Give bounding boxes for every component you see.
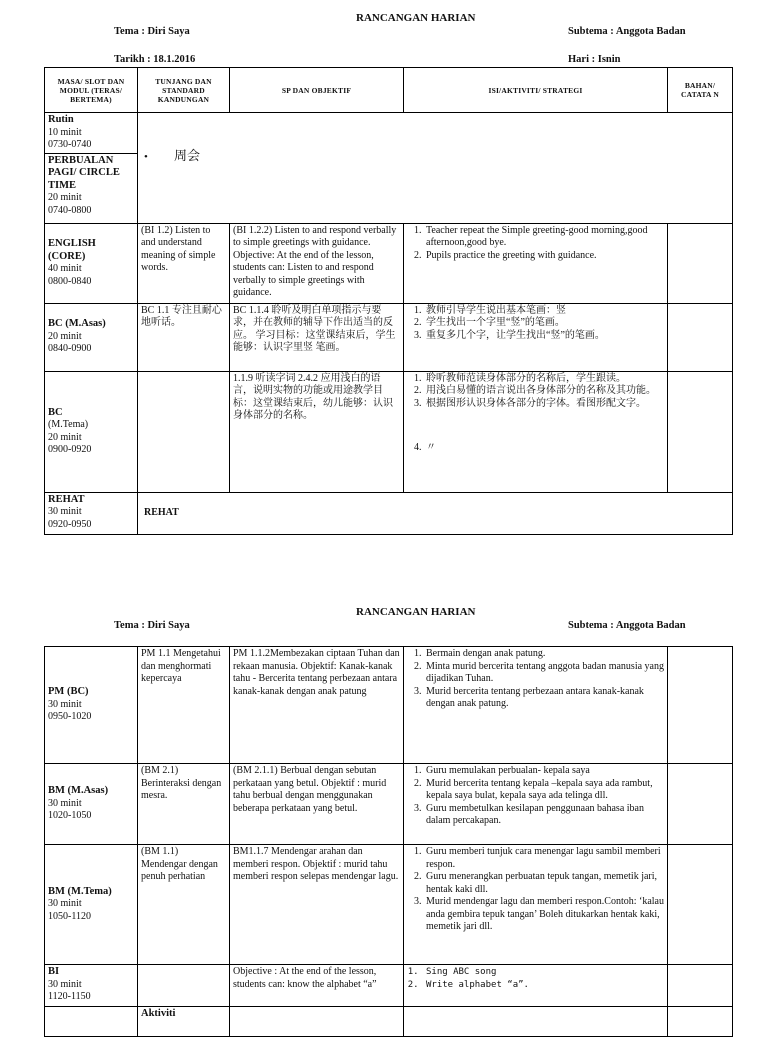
list-item: 3. Guru membetulkan kesilapan penggunaan bahasa iban dalam percakapan. [424, 803, 664, 828]
assembly-text: 周会 [174, 147, 201, 163]
list-item: 4. 〃 [424, 442, 664, 455]
tunjang-pm: PM 1.1 Mengetahui dan menghormati kepercaya [138, 647, 230, 764]
list-item: 1. Guru memulakan perbualan- kepala saya [424, 765, 664, 778]
header-aktiviti: ISI/AKTIVITI/ STRATEGI [404, 68, 668, 113]
aktiviti-bm-tema [404, 845, 668, 965]
bahan-english [668, 223, 733, 303]
bahan-pm [668, 647, 733, 764]
row-rehat [45, 492, 733, 534]
row-bm-asas [45, 764, 733, 845]
tunjang-bm-asas: (BM 2.1) Berinteraksi dengan mesra. [138, 764, 230, 845]
tunjang-bc-tema [138, 371, 230, 492]
session-name: Rutin [48, 114, 74, 125]
tunjang-english: (BI 1.2) Listen to and understand meaning of simple words. [138, 223, 230, 303]
session-bm-asas: BM (M.Asas) 30 minit 1020-1050 [45, 764, 138, 845]
row-bi [45, 965, 733, 1007]
sp-english: (BI 1.2.2) Listen to and respond verbally to simple greetings with guidance. Objective: At the end of the lesson, students can: Listen to and respond verbally to simple greetings with guidance. [230, 223, 404, 303]
bahan-bc-tema [668, 371, 733, 492]
session-name: PM (BC) [48, 686, 89, 698]
row-bc-tema [45, 371, 733, 492]
session-name: REHAT [48, 493, 85, 505]
list-item: 1. Bermain dengan anak patung. [424, 648, 664, 661]
session-bc-tema: BC (M.Tema) 20 minit 0900-0920 [45, 371, 138, 492]
header-row [45, 68, 733, 113]
page2-tema: Tema : Diri Saya [114, 620, 190, 631]
page1-subtema: Subtema : Anggota Badan [568, 26, 686, 37]
list-item: 2. 用浅白易懂的语言说出各身体部分的名称及其功能。 [424, 385, 664, 398]
list-item: 1. Guru memberi tunjuk cara menengar lagu sambil memberi respon. [424, 846, 664, 871]
row-bm-tema [45, 845, 733, 965]
session-pm: PM (BC) 30 minit 0950-1020 [45, 647, 138, 764]
aktiviti-bc-tema [404, 371, 668, 492]
session-aktiviti-blank [45, 1007, 138, 1037]
page1-plan-table [44, 67, 733, 535]
aktiviti-bm-asas [404, 764, 668, 845]
session-rehat: REHAT 30 minit 0920-0950 [45, 492, 138, 534]
session-aktiviti [138, 1007, 230, 1037]
row-pm [45, 647, 733, 764]
rehat-label: REHAT [138, 492, 733, 534]
list-item: 2. 学生找出一个字里“竖”的笔画。 [424, 317, 664, 330]
session-name: BI [48, 966, 60, 977]
row-english [45, 223, 733, 303]
list-item: 2. Minta murid bercerita tentang anggota badan manusia yang dijadikan Tuhan. [424, 661, 664, 686]
aktiviti-bc-asas [404, 303, 668, 371]
session-name: PERBUALAN PAGI/ CIRCLE TIME [48, 154, 120, 191]
session-name: BM (M.Asas) [48, 785, 109, 797]
list-item: 1. 教师引导学生说出基本笔画：竖 [424, 305, 664, 318]
session-name: BC (M.Asas) [48, 318, 106, 330]
session-perbualan: PERBUALAN PAGI/ CIRCLE TIME 20 minit 0740-0800 [45, 153, 138, 223]
bahan-bi [668, 965, 733, 1007]
session-bi: BI 30 minit 1120-1150 [45, 965, 138, 1007]
session-name: Aktiviti [141, 1008, 176, 1019]
tunjang-bc-asas: BC 1.1 专注且耐心 地听话。 [138, 303, 230, 371]
header-bahan: BAHAN/ CATATA N [668, 68, 733, 113]
header-masa: MASA/ SLOT DAN MODUL (TERAS/ BERTEMA) [45, 68, 138, 113]
row-bc-asas [45, 303, 733, 371]
aktiviti-bi [404, 965, 668, 1007]
sp-bi: Objective : At the end of the lesson, students can: know the alphabet “a” [230, 965, 404, 1007]
tunjang-bi [138, 965, 230, 1007]
session-bm-tema: BM (M.Tema) 30 minit 1050-1120 [45, 845, 138, 965]
aktiviti-english [404, 223, 668, 303]
list-item: 1. 聆听教师范读身体部分的名称后，学生跟读。 [424, 373, 664, 386]
list-item: 2. Write alphabet “a”. [424, 979, 664, 992]
page1-title: RANCANGAN HARIAN [356, 12, 476, 24]
session-english: ENGLISH (CORE) 40 minit 0800-0840 [45, 223, 138, 303]
bahan-bm-asas [668, 764, 733, 845]
page1-hari: Hari : Isnin [568, 54, 621, 65]
row-aktiviti [45, 1007, 733, 1037]
sp-bm-asas: (BM 2.1.1) Berbual dengan sebutan perkataan yang betul. Objektif : murid tahu berbual dengan menggunakan beberapa perkataan yang betul. [230, 764, 404, 845]
bahan-bm-tema [668, 845, 733, 965]
sp-bc-tema: 1.1.9 听读字词 2.4.2 应用浅白的语言，说明实物的功能或用途教学目标：这堂课结束后，幼儿能够：认识身体部分的名称。 [230, 371, 404, 492]
header-tunjang: TUNJANG DAN STANDARD KANDUNGAN [138, 68, 230, 113]
list-item: 3. 根据图形认识身体各部分的字体。看图形配文字。 [424, 398, 664, 411]
list-item: 1. Teacher repeat the Simple greeting-good morning,good afternoon,good bye. [424, 225, 664, 250]
page2-plan-table [44, 646, 733, 1037]
sp-bm-tema: BM1.1.7 Mendengar arahan dan memberi respon. Objektif : murid tahu memberi respon selepas mendengar lagu. [230, 845, 404, 965]
list-item: 2. Guru menerangkan perbuatan tepuk tangan, memetik jari, hentak kaki dll. [424, 871, 664, 896]
list-item: 3. 重复多几个字，让学生找出“竖”的笔画。 [424, 330, 664, 343]
aktiviti-pm [404, 647, 668, 764]
session-name: BM (M.Tema) [48, 885, 112, 897]
list-item: 2. Pupils practice the greeting with guidance. [424, 250, 664, 263]
list-item: 3. Murid mendengar lagu dan memberi respon.Contoh: ‘kalau anda gembira tepuk tangan’ Boleh ditukarkan hentak kaki, memetik jari dll. [424, 896, 664, 934]
list-item: 3. Murid bercerita tentang perbezaan antara kanak-kanak dengan anak patung. [424, 686, 664, 711]
page2-title: RANCANGAN HARIAN [356, 606, 476, 618]
sp-bc-asas: BC 1.1.4 聆听及明白单项指示与要求，并在教师的辅导下作出适当的反应。 学习目标：这堂课结束后，学生能够：认识字里竖 笔画。 [230, 303, 404, 371]
bahan-bc-asas [668, 303, 733, 371]
session-rutin: Rutin 10 minit 0730-0740 [45, 113, 138, 154]
page2-subtema: Subtema : Anggota Badan [568, 620, 686, 631]
list-item: 2. Murid bercerita tentang kepala –kepala saya ada rambut, kepala saya bulat, kepala saya ada telinga dll. [424, 778, 664, 803]
session-name: BC [48, 406, 63, 418]
session-name: ENGLISH (CORE) [48, 238, 96, 262]
header-sp: SP DAN OBJEKTIF [230, 68, 404, 113]
assembly-cell: • 周会 [138, 113, 733, 224]
row-rutin [45, 113, 733, 154]
session-bc-asas: BC (M.Asas) 20 minit 0840-0900 [45, 303, 138, 371]
page1-tema: Tema : Diri Saya [114, 26, 190, 37]
sp-pm: PM 1.1.2Membezakan ciptaan Tuhan dan rekaan manusia. Objektif: Kanak-kanak tahu - Bercerita tentang perbezaan antara kanak-kanak dengan anak patung [230, 647, 404, 764]
page1-tarikh: Tarikh : 18.1.2016 [114, 54, 196, 65]
tunjang-bm-tema: (BM 1.1) Mendengar dengan penuh perhatian [138, 845, 230, 965]
list-item: 1. Sing ABC song [424, 966, 664, 979]
